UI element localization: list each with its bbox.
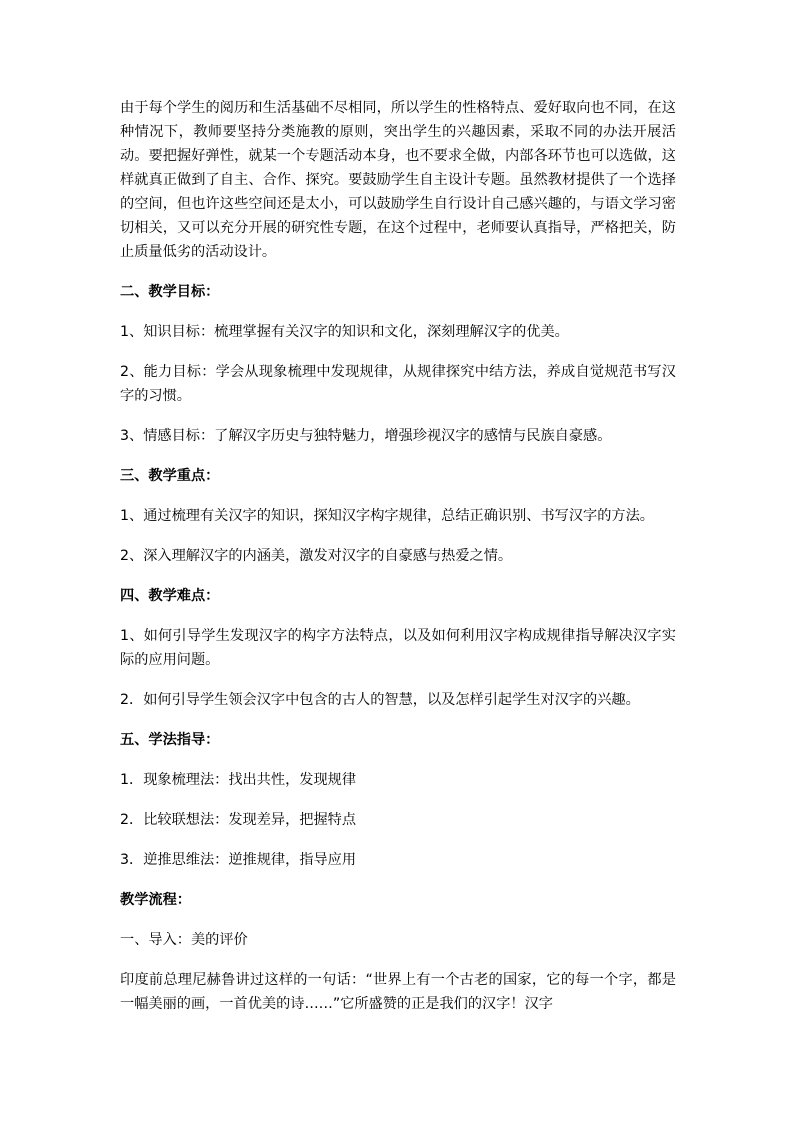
objective-item-knowledge: 1、知识目标：梳理掌握有关汉字的知识和文化，深刻理解汉字的优美。 (120, 324, 569, 340)
flow-step-1-text: 印度前总理尼赫鲁讲过这样的一句话：“世界上有一个古老的国家，它的每一个字，都是一幅美丽的画，一首优美的诗……”它所盛赞的正是我们的汉字！汉字 (120, 972, 676, 1012)
section-heading-study-methods: 五、学法指导： (120, 732, 220, 748)
study-method-item-3: 3．逆推思维法：逆推规律，指导应用 (120, 852, 357, 868)
intro-paragraph: 由于每个学生的阅历和生活基础不尽相同，所以学生的性格特点、爱好取向也不同，在这种情况下，教师要坚持分类施教的原则，突出学生的兴趣因素，采取不同的办法开展活动。要把握好弹性，就某一个专题活动本身，也不要求全做，内部各环节也可以选做，这样就真正做到了自主、合作、探究。要鼓励学生自主设计专题。虽然教材提供了一个选择的空间，但也许这些空间还是太小，可以鼓励学生自行设计自己感兴趣的，与语文学习密切相关，又可以充分开展的研究性专题，在这个过程中，老师要认真指导，严格把关，防止质量低劣的活动设计。 (120, 100, 676, 260)
key-point-item-1: 1、通过梳理有关汉字的知识，探知汉字构字规律，总结正确识别、书写汉字的方法。 (120, 508, 654, 524)
objective-item-emotion: 3、情感目标：了解汉字历史与独特魅力，增强珍视汉字的感情与民族自豪感。 (120, 428, 612, 444)
section-heading-flow: 教学流程： (120, 892, 191, 908)
difficulty-item-1: 1、如何引导学生发现汉字的构字方法特点，以及如何利用汉字构成规律指导解决汉字实际的应用问题。 (120, 628, 676, 668)
key-point-item-2: 2、深入理解汉字的内涵美，激发对汉字的自豪感与热爱之情。 (120, 548, 513, 564)
study-method-item-2: 2．比较联想法：发现差异，把握特点 (120, 812, 357, 828)
flow-step-1-title: 一、导入：美的评价 (120, 932, 248, 948)
objective-item-ability: 2、能力目标：学会从现象梳理中发现规律，从规律探究中结方法，养成自觉规范书写汉字的习惯。 (120, 364, 676, 404)
study-method-item-1: 1．现象梳理法：找出共性，发现规律 (120, 772, 357, 788)
section-heading-difficulties: 四、教学难点： (120, 588, 220, 604)
document-page (120, 96, 676, 1016)
section-heading-key-points: 三、教学重点： (120, 468, 220, 484)
difficulty-item-2: 2．如何引导学生领会汉字中包含的古人的智慧，以及怎样引起学生对汉字的兴趣。 (120, 692, 640, 708)
section-heading-objectives: 二、教学目标： (120, 284, 220, 300)
